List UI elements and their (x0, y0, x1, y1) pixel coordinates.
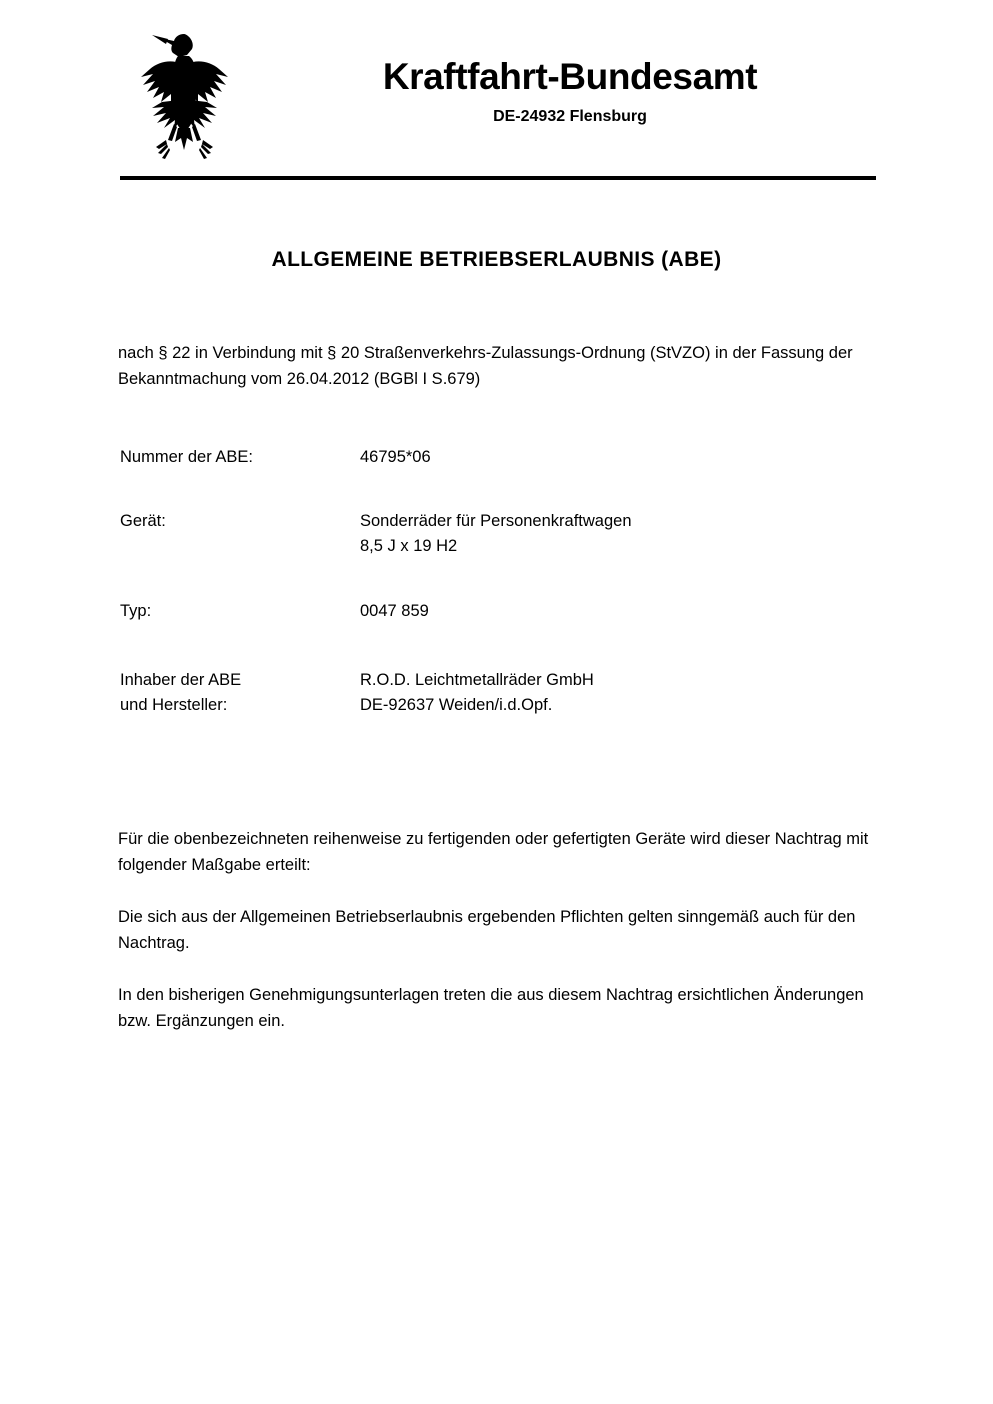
holder-value-line-2: DE-92637 Weiden/i.d.Opf. (360, 696, 553, 714)
field-value-abe-number: 46795*06 (360, 448, 431, 466)
field-type (120, 599, 880, 624)
body-paragraph-3: In den bisherigen Genehmigungsunterlagen treten die aus diesem Nachtrag ersichtlichen Änderungen bzw. Ergänzungen ein. (118, 986, 864, 1030)
field-label-holder (120, 668, 360, 718)
field-device (120, 509, 880, 559)
device-value-line-2: 8,5 J x 19 H2 (360, 537, 458, 555)
spacer (120, 559, 880, 599)
holder-label-line-2: und Hersteller: (120, 696, 228, 714)
field-label-type: Typ: (120, 602, 152, 620)
field-value-holder (360, 668, 880, 718)
document-header (0, 28, 993, 148)
field-abe-number (120, 445, 880, 470)
field-label-device: Gerät: (120, 512, 166, 530)
field-label-abe-number: Nummer der ABE: (120, 448, 253, 466)
header-divider (120, 176, 876, 180)
field-block (120, 445, 880, 718)
legal-basis-text: nach § 22 in Verbindung mit § 20 Straßenverkehrs-Zulassungs-Ordnung (StVZO) in der Fassung der Bekanntmachung vom 26.04.2012 (BGBl I S.679) (118, 344, 853, 388)
body-text (118, 826, 880, 1060)
spacer (120, 470, 880, 509)
authority-location: DE-24932 Flensburg (493, 108, 647, 125)
field-value-type: 0047 859 (360, 602, 429, 620)
holder-label-line-1: Inhaber der ABE (120, 671, 242, 689)
body-paragraph-2: Die sich aus der Allgemeinen Betriebserlaubnis ergebenden Pflichten gelten sinngemäß auch für den Nachtrag. (118, 908, 856, 952)
field-value-device (360, 509, 880, 559)
device-value-line-1: Sonderräder für Personenkraftwagen (360, 512, 632, 530)
holder-value-line-1: R.O.D. Leichtmetallräder GmbH (360, 671, 594, 689)
field-holder (120, 668, 880, 718)
federal-eagle-icon (122, 28, 247, 168)
page-title: ALLGEMEINE BETRIEBSERLAUBNIS (ABE) (271, 248, 722, 271)
spacer (120, 624, 880, 668)
authority-name: Kraftfahrt-Bundesamt (382, 56, 758, 97)
body-paragraph-1: Für die obenbezeichneten reihenweise zu fertigenden oder gefertigten Geräte wird dieser Nachtrag mit folgender Maßgabe erteilt: (118, 830, 869, 874)
